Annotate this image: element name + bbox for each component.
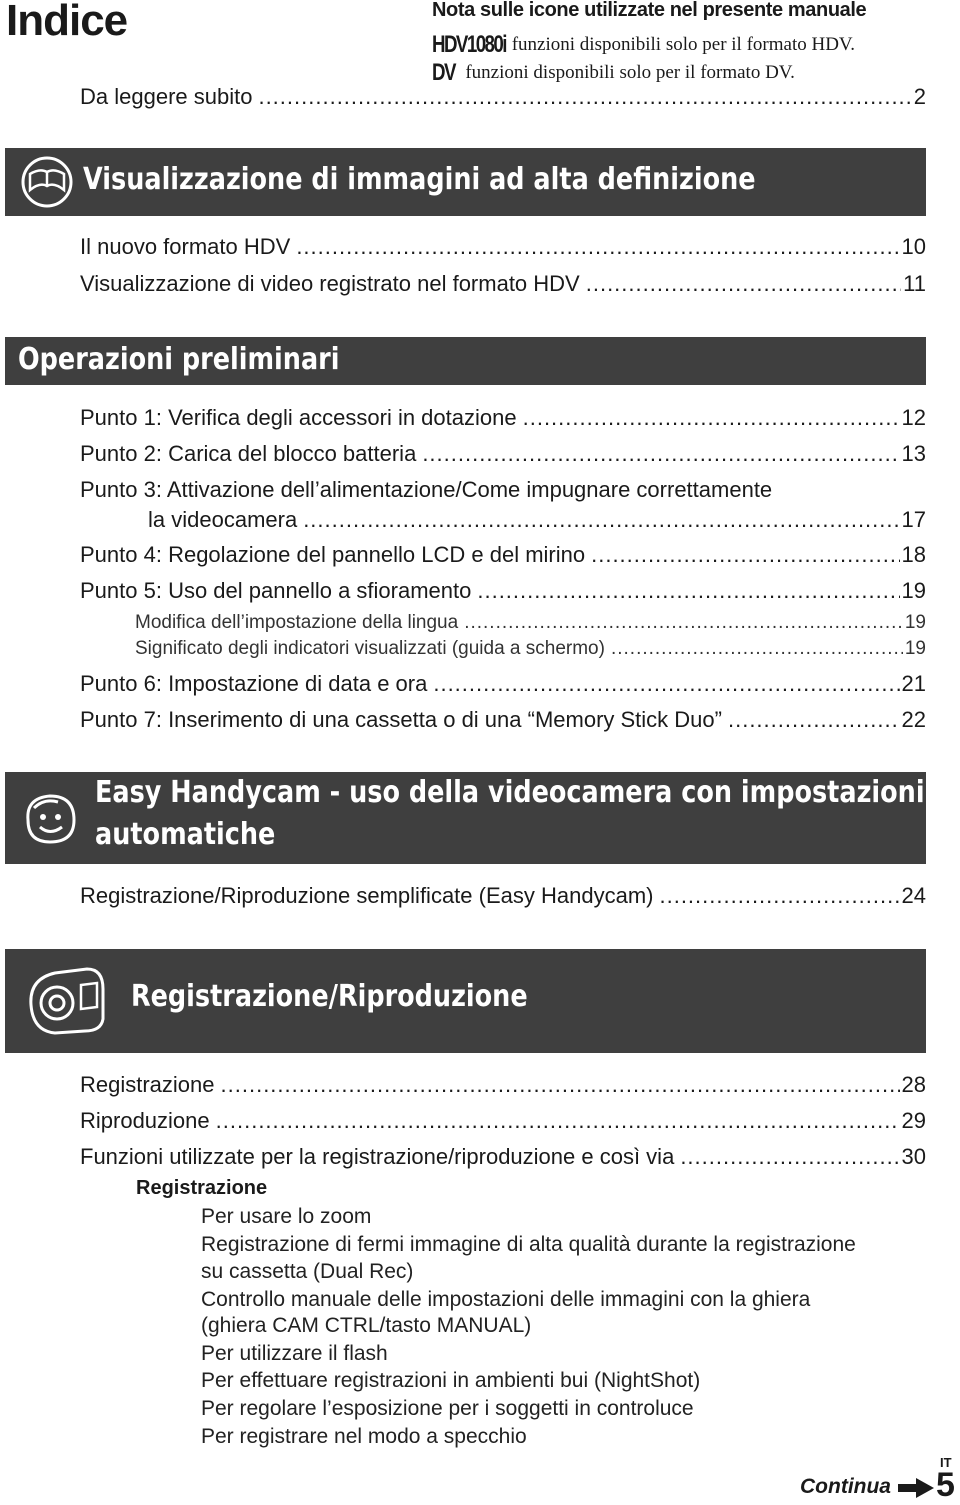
toc-page-number: 12 <box>901 405 926 430</box>
toc-page-number: 28 <box>901 1072 926 1097</box>
list-item[interactable]: Per usare lo zoom <box>201 1205 372 1228</box>
list-item[interactable]: (ghiera CAM CTRL/tasto MANUAL) <box>201 1314 532 1337</box>
dot-leader <box>477 578 899 604</box>
dot-leader <box>591 542 899 568</box>
toc-entry-title: Registrazione <box>80 1072 215 1097</box>
toc-page-number: 19 <box>901 578 926 603</box>
list-item[interactable]: Per registrare nel modo a specchio <box>201 1425 527 1448</box>
toc-page-number: 17 <box>901 507 926 532</box>
dot-leader <box>523 405 900 431</box>
toc-entry-title: Punto 5: Uso del pannello a sfioramento <box>80 578 472 603</box>
toc-entry[interactable] <box>80 542 926 568</box>
dot-leader <box>216 1108 900 1134</box>
toc-entry-title: la videocamera <box>148 507 298 532</box>
toc-entry[interactable] <box>80 671 926 697</box>
toc-entry[interactable] <box>80 84 926 110</box>
toc-entry[interactable] <box>80 271 926 297</box>
toc-page-number: 24 <box>901 883 926 908</box>
toc-subentry[interactable] <box>135 612 926 634</box>
toc-entry[interactable] <box>80 578 926 604</box>
camcorder-icon <box>25 961 111 1041</box>
list-item[interactable]: Per regolare l’esposizione per i soggetti in controluce <box>201 1397 694 1420</box>
hdv1080i-badge-icon: HDV1080i <box>432 31 506 58</box>
toc-entry-title: Punto 2: Carica del blocco batteria <box>80 441 417 466</box>
toc-page-number: 19 <box>904 638 926 659</box>
section-header-hd <box>5 148 926 216</box>
smiley-face-icon <box>20 790 82 848</box>
toc-page-number: 11 <box>903 271 926 296</box>
icon-notes-heading: Nota sulle icone utilizzate nel presente manuale <box>432 0 867 21</box>
toc-page-number: 21 <box>901 671 926 696</box>
dot-leader <box>221 1072 900 1098</box>
dot-leader <box>433 671 899 697</box>
subheading: Registrazione <box>136 1177 268 1199</box>
toc-page-number: 19 <box>904 612 926 633</box>
toc-entry-title: Visualizzazione di video registrato nel formato HDV <box>80 271 580 296</box>
toc-entry-title: Punto 6: Impostazione di data e ora <box>80 671 428 696</box>
dot-leader <box>464 612 903 634</box>
hdv-note <box>432 31 855 59</box>
section-title: Registrazione/Riproduzione <box>131 979 528 1014</box>
section-header-rec <box>5 949 926 1053</box>
toc-entry-title: Punto 1: Verifica degli accessori in dotazione <box>80 405 517 430</box>
dot-leader <box>680 1144 899 1170</box>
arrow-right-icon <box>898 1478 934 1498</box>
toc-entry-title: Registrazione/Riproduzione semplificate (Easy Handycam) <box>80 883 654 908</box>
list-item[interactable]: Controllo manuale delle impostazioni delle immagini con la ghiera <box>201 1288 811 1311</box>
toc-entry-title: Punto 4: Regolazione del pannello LCD e del mirino <box>80 542 586 567</box>
page-title: Indice <box>6 0 128 45</box>
toc-entry-title: Modifica dell’impostazione della lingua <box>135 612 459 633</box>
toc-entry[interactable] <box>148 507 926 533</box>
section-title-line2: automatiche <box>95 817 276 852</box>
toc-page-number: 29 <box>901 1108 926 1133</box>
dot-leader <box>258 84 911 110</box>
language-code: IT <box>940 1455 952 1470</box>
section-title-line1: Easy Handycam - uso della videocamera con impostazioni <box>95 775 925 810</box>
dot-leader <box>659 883 899 909</box>
section-header-easy <box>5 772 926 864</box>
toc-entry[interactable] <box>80 1072 926 1098</box>
toc-entry[interactable] <box>80 441 926 467</box>
toc-entry-title: Punto 7: Inserimento di una cassetta o di una “Memory Stick Duo” <box>80 707 722 732</box>
toc-page-number: 30 <box>901 1144 926 1169</box>
toc-entry-title: Da leggere subito <box>80 84 253 109</box>
list-item[interactable]: Per utilizzare il flash <box>201 1342 388 1365</box>
toc-page-number: 2 <box>913 84 926 109</box>
toc-page-number: 22 <box>901 707 926 732</box>
toc-entry[interactable] <box>80 883 926 909</box>
toc-entry[interactable] <box>80 707 926 733</box>
toc-entry-title: Riproduzione <box>80 1108 210 1133</box>
dot-leader <box>422 441 899 467</box>
list-item[interactable]: Per effettuare registrazioni in ambienti bui (NightShot) <box>201 1369 701 1392</box>
toc-entry[interactable] <box>80 234 926 260</box>
toc-entry[interactable] <box>80 1144 926 1170</box>
section-title: Visualizzazione di immagini ad alta definizione <box>83 162 756 197</box>
book-icon <box>18 156 76 208</box>
page-number: 5 <box>936 1466 955 1504</box>
toc-page-number: 18 <box>901 542 926 567</box>
dv-note <box>432 59 795 87</box>
list-item[interactable]: su cassetta (Dual Rec) <box>201 1260 414 1283</box>
dot-leader <box>728 707 900 733</box>
dot-leader <box>303 507 899 533</box>
toc-entry-title[interactable]: Punto 3: Attivazione dell’alimentazione/Come impugnare correttamente <box>80 477 773 502</box>
hdv-note-text: funzioni disponibili solo per il formato HDV. <box>511 34 855 55</box>
toc-entry-title: Significato degli indicatori visualizzati (guida a schermo) <box>135 638 605 659</box>
toc-entry-title: Funzioni utilizzate per la registrazione/riproduzione e così via <box>80 1144 675 1169</box>
toc-entry[interactable] <box>80 405 926 431</box>
dot-leader <box>611 638 903 660</box>
continue-label: Continua <box>800 1475 891 1498</box>
dv-note-text: funzioni disponibili solo per il formato DV. <box>465 62 795 83</box>
section-title: Operazioni preliminari <box>18 342 340 377</box>
toc-entry[interactable] <box>80 1108 926 1134</box>
list-item[interactable]: Registrazione di fermi immagine di alta qualità durante la registrazione <box>201 1233 856 1256</box>
section-header-prelim <box>5 337 926 385</box>
dv-badge-icon: DV <box>432 59 455 86</box>
toc-page-number: 10 <box>901 234 926 259</box>
dot-leader <box>296 234 899 260</box>
toc-subentry[interactable] <box>135 638 926 660</box>
toc-entry-title: Il nuovo formato HDV <box>80 234 291 259</box>
dot-leader <box>586 271 901 297</box>
toc-page-number: 13 <box>901 441 926 466</box>
